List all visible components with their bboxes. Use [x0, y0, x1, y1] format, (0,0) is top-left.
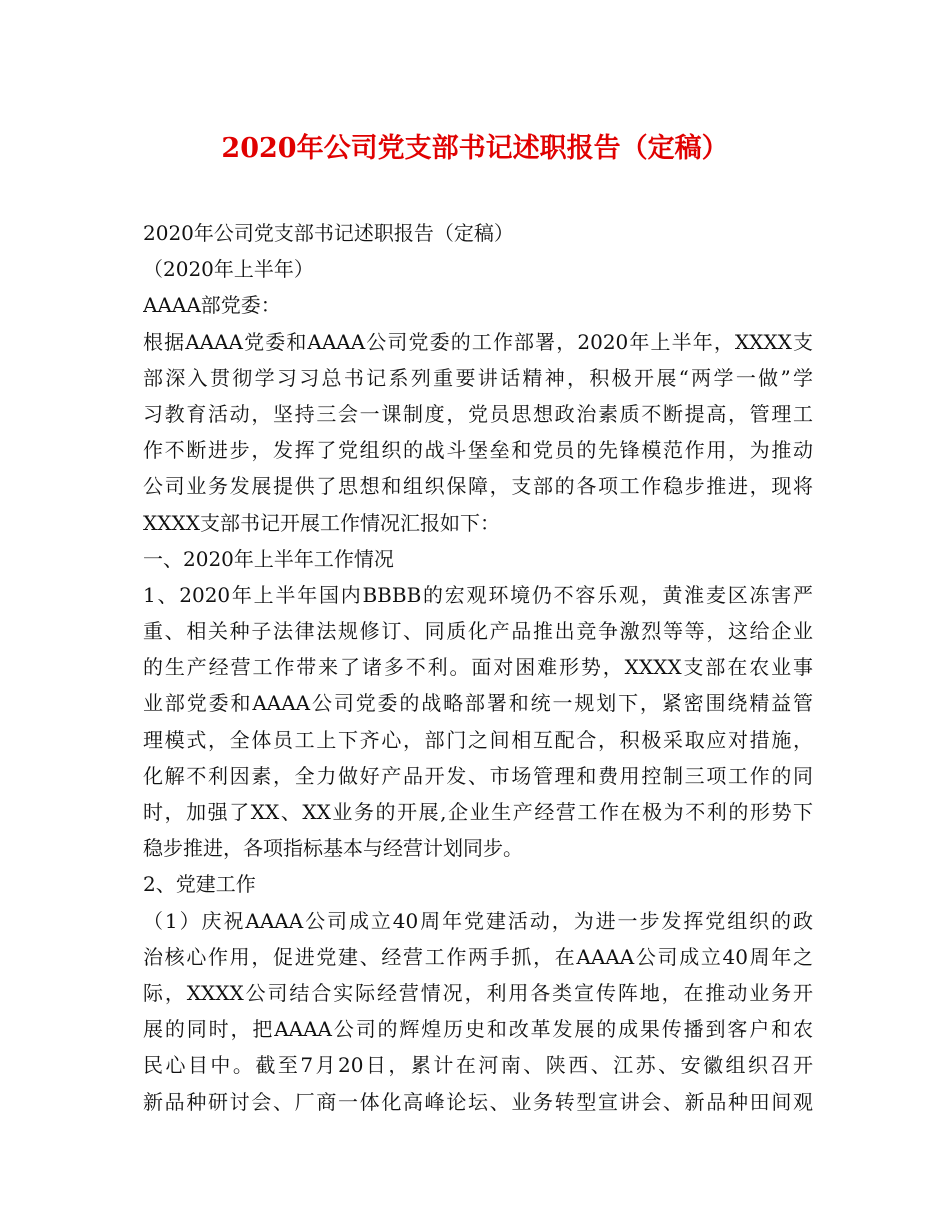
body-line: 部深入贯彻学习习总书记系列重要讲话精神，积极开展“两学一做”学	[143, 365, 813, 390]
body-line: 一、2020年上半年工作情况	[143, 546, 394, 571]
body-line: 习教育活动，坚持三会一课制度，党员思想政治素质不断提高，管理工	[143, 401, 813, 426]
document-body	[143, 215, 813, 1120]
body-line: 2、党建工作	[143, 872, 256, 897]
body-line: 公司业务发展提供了思想和组织保障，支部的各项工作稳步推进，现将	[143, 474, 813, 499]
body-line: 2020年公司党支部书记述职报告（定稿）	[143, 221, 514, 245]
body-line: AAAA部党委：	[143, 293, 281, 318]
body-line: 治核心作用，促进党建、经营工作两手抓，在AAAA公司成立40周年之	[143, 944, 813, 969]
body-line: 作不断进步，发挥了党组织的战斗堡垒和党员的先锋模范作用，为推动	[143, 438, 813, 463]
body-line: 际，XXXX公司结合实际经营情况，利用各类宣传阵地，在推动业务开	[143, 980, 813, 1005]
document-title: 2020年公司党支部书记述职报告（定稿）	[221, 133, 729, 164]
body-line: 重、相关种子法律法规修订、同质化产品推出竞争激烈等等，这给企业	[143, 619, 813, 644]
body-line: 展的同时，把AAAA公司的辉煌历史和改革发展的成果传播到客户和农	[143, 1017, 813, 1042]
body-line: 的生产经营工作带来了诸多不利。面对困难形势，XXXX支部在农业事	[143, 655, 813, 680]
body-line: 业部党委和AAAA公司党委的战略部署和统一规划下，紧密围绕精益管	[143, 691, 813, 716]
body-line: 1、2020年上半年国内BBBB的宏观环境仍不容乐观，黄淮麦区冻害严	[143, 582, 813, 607]
body-line: （1）庆祝AAAA公司成立40周年党建活动，为进一步发挥党组织的政	[143, 908, 813, 933]
body-line: 根据AAAA党委和AAAA公司党委的工作部署，2020年上半年，XXXX支	[143, 329, 813, 354]
body-line: 新品种研讨会、厂商一体化高峰论坛、业务转型宣讲会、新品种田间观	[143, 1089, 813, 1114]
body-line: （2020年上半年）	[143, 257, 314, 282]
body-line: 理模式，全体员工上下齐心，部门之间相互配合，积极采取应对措施，	[143, 727, 813, 752]
body-line: 民心目中。截至7月20日，累计在河南、陕西、江苏、安徽组织召开	[143, 1053, 813, 1078]
body-line: XXXX支部书记开展工作情况汇报如下：	[143, 510, 500, 535]
body-line: 化解不利因素，全力做好产品开发、市场管理和费用控制三项工作的同	[143, 763, 813, 788]
body-line: 稳步推进，各项指标基本与经营计划同步。	[143, 836, 523, 861]
body-line: 时，加强了XX、XX业务的开展,企业生产经营工作在极为不利的形势下	[143, 800, 813, 824]
